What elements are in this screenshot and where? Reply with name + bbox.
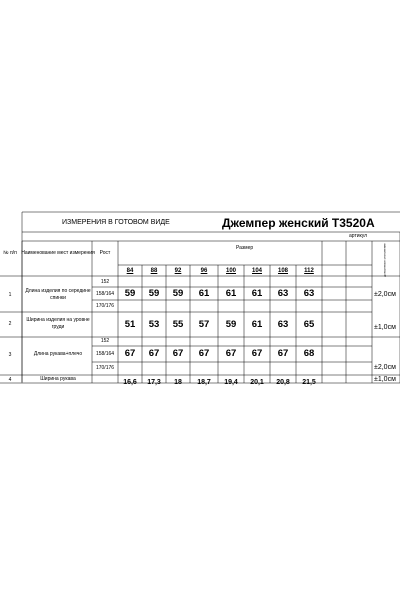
value-cell: 57 — [198, 319, 210, 330]
value-cell: 21,5 — [302, 379, 316, 386]
value-cell: 67 — [277, 348, 289, 359]
height-cell: 152 — [100, 279, 110, 285]
value-cell: 61 — [251, 319, 263, 330]
value-cell: 20,8 — [276, 379, 290, 386]
value-cell: 67 — [251, 348, 263, 359]
value-cell: 68 — [303, 348, 315, 359]
value-cell: 20,1 — [250, 379, 264, 386]
sheet-subtitle: ИЗМЕРЕНИЯ В ГОТОВОМ ВИДЕ — [62, 219, 170, 226]
size-104: 104 — [251, 268, 263, 274]
tolerance-header: допустимое отклонение — [382, 243, 387, 277]
col-name-header: Наименование мест измерения — [21, 250, 95, 256]
col-height-header: Рост — [99, 250, 111, 256]
value-cell: 53 — [148, 319, 160, 330]
value-cell: 16,6 — [123, 379, 137, 386]
value-cell: 51 — [124, 319, 136, 330]
size-96: 96 — [200, 268, 208, 274]
height-cell: 158/164 — [95, 291, 115, 297]
value-cell: 67 — [148, 348, 160, 359]
size-108: 108 — [277, 268, 289, 274]
article-label: артикул — [349, 233, 368, 239]
height-cell: 170/176 — [95, 365, 115, 371]
col-no-header — [2, 250, 18, 257]
value-cell: 18 — [174, 379, 182, 386]
row-name-line2: спинки — [50, 295, 66, 301]
value-cell: 19,4 — [224, 379, 238, 386]
value-cell: 55 — [172, 319, 184, 330]
value-cell: 63 — [303, 288, 315, 299]
row-name-line1: Ширина рукава — [40, 376, 76, 382]
value-cell: 67 — [172, 348, 184, 359]
value-cell: 63 — [277, 288, 289, 299]
size-112: 112 — [304, 268, 314, 274]
height-cell: 152 — [100, 338, 110, 344]
value-cell: 63 — [277, 319, 289, 330]
row-name-line1: Длина рукава+плечо — [33, 351, 83, 357]
col-size-header: Размер — [236, 245, 254, 251]
value-cell: 59 — [172, 288, 184, 299]
value-cell: 67 — [225, 348, 237, 359]
row-number: 3 — [8, 352, 12, 358]
row-name-line1: Длина изделия по середине — [25, 288, 91, 294]
tolerance-cell: ±1,0см — [374, 324, 396, 331]
height-cell: 170/176 — [95, 303, 115, 309]
tolerance-cell: ±1,0см — [374, 376, 396, 383]
tolerance-cell: ±2,0см — [374, 364, 396, 371]
row-number: 1 — [8, 292, 12, 298]
value-cell: 67 — [124, 348, 136, 359]
value-cell: 61 — [251, 288, 263, 299]
size-84: 84 — [126, 268, 134, 274]
row-name-line1: Ширина изделия на уровне — [26, 317, 90, 323]
value-cell: 18,7 — [197, 379, 211, 386]
value-cell: 61 — [198, 288, 210, 299]
value-cell: 67 — [198, 348, 210, 359]
row-name-line2: груди — [51, 324, 65, 330]
height-cell: 158/164 — [95, 351, 115, 357]
size-88: 88 — [150, 268, 158, 274]
tolerance-cell: ±2,0см — [374, 291, 396, 298]
size-92: 92 — [174, 268, 182, 274]
col-no-label: № п/п — [3, 250, 17, 256]
value-cell: 59 — [225, 319, 237, 330]
row-number: 2 — [8, 321, 12, 327]
row-number: 4 — [8, 377, 12, 383]
size-100: 100 — [225, 268, 237, 274]
document-title: Джемпер женский Т3520А — [222, 216, 375, 230]
value-cell: 61 — [225, 288, 237, 299]
value-cell: 17,3 — [147, 379, 161, 386]
value-cell: 59 — [148, 288, 160, 299]
value-cell: 59 — [124, 288, 136, 299]
value-cell: 65 — [303, 319, 315, 330]
